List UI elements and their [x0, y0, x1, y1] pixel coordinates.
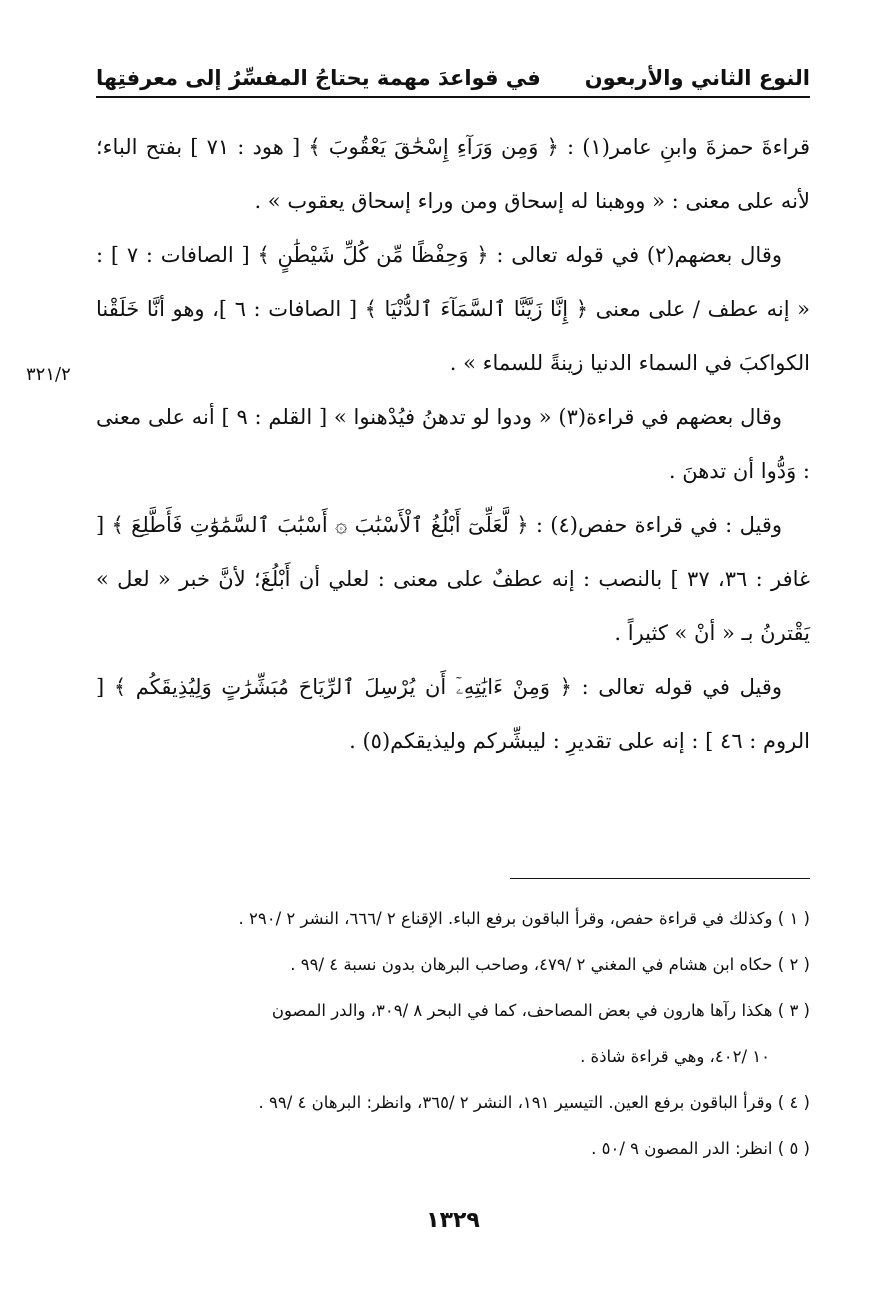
main-text [96, 120, 810, 768]
header-chapter: النوع الثاني والأربعون [584, 66, 810, 90]
footnotes [96, 896, 810, 1172]
footnote-rule [510, 878, 810, 879]
paragraph-5: وقيل في قوله تعالى : ﴿ وَمِنْ ءَايَٰتِهِۦٓ أَن يُرْسِلَ ٱلرِّيَاحَ مُبَشِّرَٰتٍ وَلِيُذِيقَكُم ﴾ [ الروم : ٤٦ ] : إنه على تقديرِ : ليبشِّركم وليذيقكم(٥) . [96, 675, 810, 753]
footnote-1: ( ١ ) وكذلك في قراءة حفص، وقرأ الباقون برفع الباء. الإقناع ٢ /٦٦٦، النشر ٢ /٢٩٠ . [238, 909, 810, 928]
paragraph-3: وقال بعضهم في قراءة(٣) « ودوا لو تدهنُ فيُدْهنوا » [ القلم : ٩ ] أنه على معنى : وَدُّوا أن تدهنَ . [96, 405, 810, 483]
margin-volume-page-ref: ٣٢١/٢ [26, 364, 71, 385]
footnote-3: ( ٣ ) هكذا رآها هارون في بعض المصاحف، كما في البحر ٨ /٣٠٩، والدر المصون [271, 1001, 810, 1020]
footnote-4: ( ٤ ) وقرأ الباقون برفع العين. التيسير ١٩١، النشر ٢ /٣٦٥، وانظر: البرهان ٤ /٩٩ . [258, 1093, 810, 1112]
page-number: ١٣٢٩ [426, 1208, 480, 1233]
footnote-3-continued: ١٠ /٤٠٢، وهي قراءة شاذة . [580, 1047, 770, 1066]
book-page [26, 40, 811, 1280]
footnote-5: ( ٥ ) انظر: الدر المصون ٩ /٥٠ . [591, 1139, 810, 1158]
footnote-2: ( ٢ ) حكاه ابن هشام في المغني ٢ /٤٧٩، وصاحب البرهان بدون نسبة ٤ /٩٩ . [290, 955, 810, 974]
header-title: في قواعدَ مهمة يحتاجُ المفسِّرُ إلى معرفتِها [96, 66, 541, 90]
paragraph-1: قراءةَ حمزةَ وابنِ عامر(١) : ﴿ وَمِن وَرَآءِ إِسْحَٰقَ يَعْقُوبَ ﴾ [ هود : ٧١ ] بفتح الباء؛ لأنه على معنى : « ووهبنا له إسحاق ومن وراء إسحاق يعقوب » . [96, 135, 810, 213]
running-header [96, 54, 810, 90]
paragraph-4: وقيل : في قراءة حفص(٤) : ﴿ لَّعَلِّىٓ أَبْلُغُ ٱلْأَسْبَٰبَ ۞ أَسْبَٰبَ ٱلسَّمَٰوَٰتِ فَأَطَّلِعَ ﴾ [ غافر : ٣٦، ٣٧ ] بالنصب : إنه عطفٌ على معنى : لعلي أن أَبْلُغَ؛ لأنَّ خبر « لعل » يَقْترنُ بـ « أنْ » كثيراً . [96, 513, 810, 645]
header-rule [96, 96, 810, 98]
paragraph-2: وقال بعضهم(٢) في قوله تعالى : ﴿ وَحِفْظًا مِّن كُلِّ شَيْطَٰنٍ ﴾ [ الصافات : ٧ ] : « إنه عطف / على معنى ﴿ إِنَّا زَيَّنَّا ٱلسَّمَآءَ ٱلدُّنْيَا ﴾ [ الصافات : ٦ ]، وهو أنَّا خَلَقْنا الكواكبَ في السماء الدنيا زينةً للسماء » . [96, 243, 811, 375]
